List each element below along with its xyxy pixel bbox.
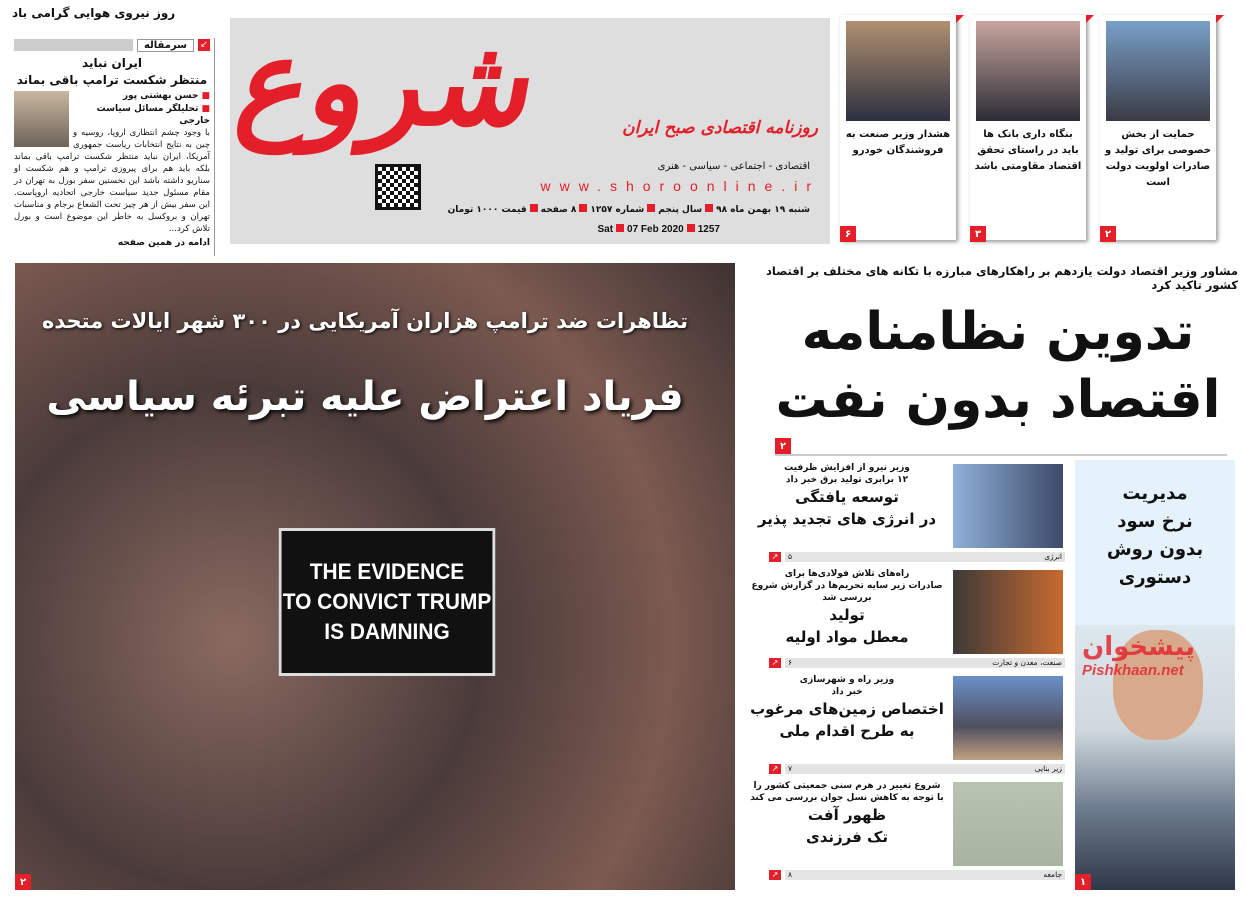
story-photo [953,676,1063,760]
headline-line: اقتصاد بدون نفت [775,370,1221,430]
story-footer [785,658,1065,668]
title-line: منتظر شکست ترامپ باقی بماند [16,73,208,87]
section-label: صنعت، معدن و تجارت [992,658,1062,667]
arrow-icon[interactable]: ↗ [769,764,781,774]
website-link[interactable]: www.shoroonline.ir [540,178,820,194]
categories: اقتصادی - اجتماعی - سیاسی - هنری [657,161,810,172]
watermark-en: Pishkhaan.net [1082,662,1184,679]
arrow-icon: ↙ [198,39,210,51]
page-number: ۵ [788,552,793,561]
headline-line: نرخ سود [1117,511,1193,532]
continue-link[interactable]: ادامه در همین صفحه [117,238,210,248]
tagline: روزنامه اقتصادی صبح ایران [622,118,818,138]
section-label: زیر بنایی [1034,764,1062,773]
headline-line: تدوین نظامنامه [801,302,1195,362]
story-kicker: صادرات زیر سایه تحریم‌ها در گزارش شروع بررسی شد [751,581,943,603]
story-headline: توسعه یافتگی [795,488,899,506]
editorial-title[interactable] [14,55,210,89]
editorial-header [14,38,210,52]
lead-headline[interactable] [758,298,1238,434]
arrow-icon[interactable]: ↗ [769,870,781,880]
story-headline: تولید [829,606,865,624]
headline-line: بدون روش [1106,539,1204,560]
divider [775,454,1227,456]
sign-line: TO CONVICT TRUMP [282,589,492,614]
story-text [745,462,949,530]
teaser-photo [1106,21,1210,121]
story-kicker: ۱۲ برابری تولید برق خبر داد [785,475,909,485]
lead-subtitle: مشاور وزیر اقتصاد دولت یازدهم بر راهکارهای مبارزه با تکانه های مختلف بر اقتصاد کشور تاکید کرد [766,264,1238,292]
page-badge: ۲ [15,874,31,890]
story-kicker: با توجه به کاهش نسل جوان بررسی می کند [750,793,944,803]
watermark-fa: پیشخوان [1082,632,1195,662]
story-photo [953,782,1063,866]
story-footer [785,764,1065,774]
issue-number: 1257 [697,224,720,235]
story-headline: به طرح اقدام ملی [779,722,915,740]
story-footer [785,870,1065,880]
main-photo[interactable] [15,263,735,890]
story-item[interactable] [745,460,1065,567]
editorial-body: با وجود چشم انتظاری اروپا، روسیه و چین به نتایج انتخابات ریاست جمهوری آمریکا، ایران نباید منتظر شکست ترامپ باقی بماند بلکه باید هم برای پیروزی ترامپ و هم شکست او سناریو داشته باشد این نخستین سفر بورل به تهران در مقام مسئول جدید سیاست خارجی اتحادیه اروپاست. این سفر بیش از هر چیز تحت الشعاع برجام و مناسبات تهران و بروکسل به خاطر این موضوع است و بورل تلاش کرد... [14,128,210,234]
story-kicker: خبر داد [831,687,863,697]
story-text [745,568,949,648]
teaser-photo [846,21,950,121]
author-name: ■ حسن بهشتی پور [14,90,210,102]
date: 07 Feb 2020 [627,224,684,235]
story-footer [785,552,1065,562]
story-photo [953,570,1063,654]
story-headline: اختصاص زمین‌های مرغوب [750,700,944,718]
teaser-text: هشدار وزیر صنعت به فروشندگان خودرو [845,129,951,156]
story-item[interactable] [745,566,1065,673]
date: شنبه ۱۹ بهمن ماه ۹۸ [716,205,810,215]
headline-line: مدیریت [1122,483,1188,504]
sidebar-headline [1105,480,1205,592]
divider [14,39,133,51]
sign-line: IS DAMNING [324,619,450,644]
page-number: ۷ [788,764,793,773]
page-number: ۶ [788,658,793,667]
pages: ۸ صفحه [540,205,577,215]
newspaper-logo[interactable]: شروع [227,12,549,153]
story-kicker: وزیر راه و شهرسازی [799,675,895,685]
year: سال پنجم [658,205,703,215]
story-item[interactable] [745,778,1065,885]
protest-sign [279,528,496,676]
author-role: ■ تحلیلگر مسائل سیاست خارجی [14,103,210,127]
page-number: ۸ [788,870,793,879]
story-headline: تک فرزندی [805,828,889,846]
story-text [745,780,949,848]
story-kicker: شروع تغییر در هرم سنی جمعیتی کشور را [753,781,941,791]
qr-code[interactable] [375,164,421,210]
top-note: روز نیروی هوایی گرامی باد [12,6,176,20]
page-badge: ۲ [775,438,791,454]
story-headline: ظهور آفت [807,806,887,824]
watermark [1082,632,1195,680]
story-text [745,674,949,742]
arrow-icon[interactable]: ↗ [769,658,781,668]
story-photo [953,464,1063,548]
section-label: جامعه [1043,870,1062,879]
weekday: Sat [597,224,614,235]
teaser-card[interactable] [840,15,956,240]
story-kicker: وزیر نیرو از افزایش ظرفیت [784,463,910,473]
story-headline: در انرژی های تجدید پذیر [757,510,937,528]
story-headline: معطل مواد اولیه [785,628,909,646]
story-kicker: راه‌های تلاش فولادی‌ها برای [784,569,910,579]
page-badge: ۱ [1075,874,1091,890]
page-badge: ۶ [840,226,856,242]
section-label: سرمقاله [137,39,194,52]
price: قیمت ۱۰۰۰ تومان [447,205,527,215]
teaser-card[interactable] [1100,15,1216,240]
issue: شماره ۱۲۵۷ [590,205,645,215]
teaser-photo [976,21,1080,121]
page-badge: ۲ [1100,226,1116,242]
page-badge: ۳ [970,226,986,242]
story-item[interactable] [745,672,1065,779]
arrow-icon[interactable]: ↗ [769,552,781,562]
photo-headline: فریاد اعتراض علیه تبرئه سیاسی [46,374,684,420]
dateline [448,204,810,215]
section-label: انرژی [1044,552,1062,561]
teaser-card[interactable] [970,15,1086,240]
teaser-text: بنگاه داری بانک ها باید در راستای تحقق اقتصاد مقاومتی باشد [974,129,1082,172]
headline-line: دستوری [1118,567,1192,588]
editorial-box [10,38,215,256]
teaser-text: حمایت از بخش خصوصی برای تولید و صادرات اولویت دولت است [1105,129,1211,188]
title-line: ایران نباید [82,56,142,70]
masthead [227,12,830,244]
photo-subtitle: تظاهرات ضد ترامپ هزاران آمریکایی در ۳۰۰ شهر ایالات متحده [41,309,689,333]
sign-line: THE EVIDENCE [309,559,465,584]
english-date [597,224,720,235]
author-photo [14,91,69,147]
